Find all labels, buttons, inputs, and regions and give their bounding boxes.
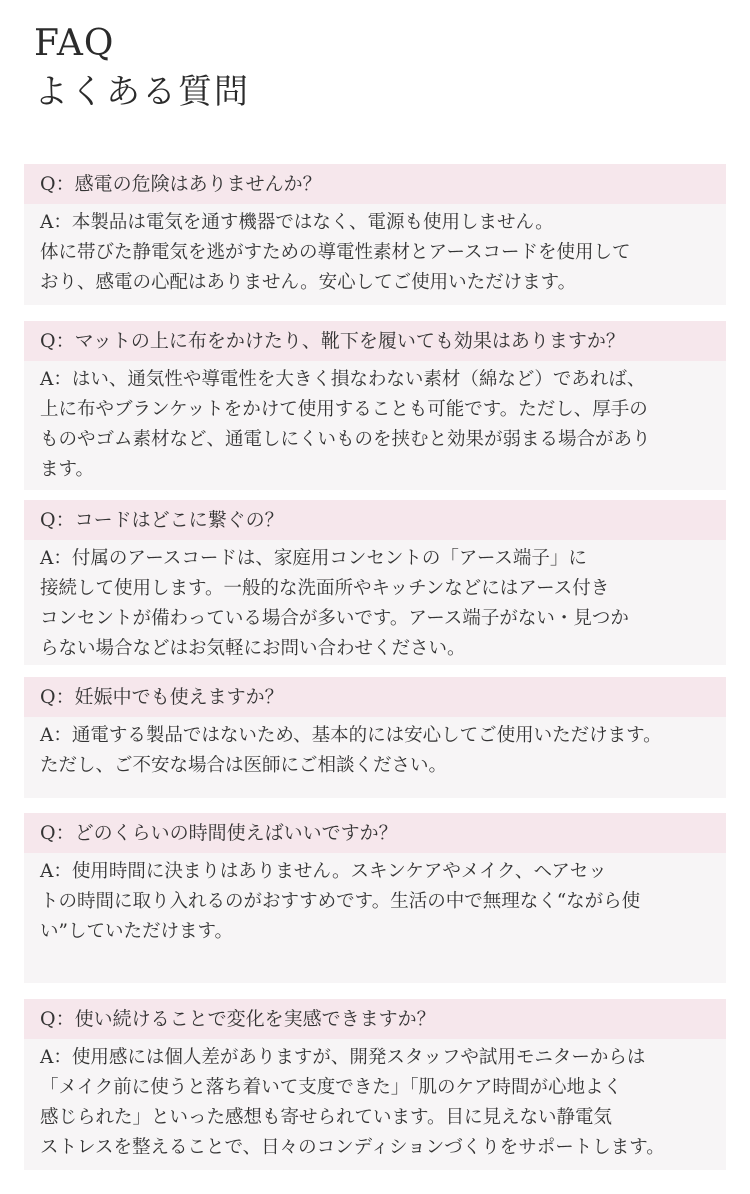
- faq-answer-line: A：通電する製品ではないため、基本的には安心してご使用いただけます。: [40, 725, 662, 746]
- faq-answer-line: ただし、ご不安な場合は医師にご相談ください。: [40, 755, 448, 776]
- faq-answer-line: A：使用感には個人差がありますが、開発スタッフや試用モニターからは: [40, 1047, 646, 1068]
- faq-answer-line: ます。: [40, 459, 95, 480]
- faq-answer: [24, 540, 726, 664]
- faq-answer-line: 感じられた」といった感想も寄せられています。目に見えない静電気: [40, 1107, 613, 1128]
- faq-answer-line: 接続して使用します。一般的な洗面所やキッチンなどにはアース付き: [40, 578, 610, 599]
- page-title-en: FAQ: [34, 23, 115, 64]
- faq-question: Q：感電の危険はありませんか？: [24, 164, 726, 204]
- faq-answer-line: A：使用時間に決まりはありません。スキンケアやメイク、ヘアセッ: [40, 861, 607, 882]
- faq-item: [24, 164, 726, 305]
- faq-answer-line: A：付属のアースコードは、家庭用コンセントの「アース端子」に: [40, 548, 587, 569]
- page-header: [34, 22, 250, 118]
- faq-answer: [24, 361, 726, 485]
- faq-question: Q：コードはどこに繋ぐの？: [24, 500, 726, 540]
- faq-question: Q：妊娠中でも使えますか？: [24, 677, 726, 717]
- faq-answer-line: い”していただけます。: [40, 921, 233, 942]
- faq-answer-line: ストレスを整えることで、日々のコンディションづくりをサポートします。: [40, 1137, 665, 1158]
- faq-answer-line: トの時間に取り入れるのがおすすめです。生活の中で無理なく“ながら使: [40, 891, 641, 912]
- faq-answer-line: らない場合などはお気軽にお問い合わせください。: [40, 638, 466, 659]
- faq-answer: [24, 1039, 726, 1163]
- faq-answer: [24, 853, 726, 947]
- faq-answer-line: A：はい、通気性や導電性を大きく損なわない素材（綿など）であれば、: [40, 369, 646, 390]
- faq-answer-line: おり、感電の心配はありません。安心してご使用いただけます。: [40, 272, 577, 293]
- faq-question: Q：マットの上に布をかけたり、靴下を履いても効果はありますか？: [24, 321, 726, 361]
- faq-item: [24, 813, 726, 983]
- faq-item: [24, 677, 726, 798]
- faq-answer-line: ものやゴム素材など、通電しにくいものを挟むと効果が弱まる場合があり: [40, 429, 651, 450]
- faq-answer-line: コンセントが備わっている場合が多いです。アース端子がない・見つか: [40, 608, 629, 629]
- faq-answer-line: 上に布やブランケットをかけて使用することも可能です。ただし、厚手の: [40, 399, 648, 420]
- faq-answer-line: 体に帯びた静電気を逃がすための導電性素材とアースコードを使用して: [40, 242, 631, 263]
- faq-answer-line: A：本製品は電気を通す機器ではなく、電源も使用しません。: [40, 212, 554, 233]
- faq-item: [24, 500, 726, 665]
- faq-question: Q：どのくらいの時間使えばいいですか？: [24, 813, 726, 853]
- faq-item: [24, 321, 726, 490]
- faq-answer-line: 「メイク前に使うと落ち着いて支度できた」「肌のケア時間が心地よく: [40, 1077, 623, 1098]
- faq-answer: [24, 204, 726, 298]
- faq-item: [24, 999, 726, 1170]
- faq-answer: [24, 717, 726, 781]
- page-title-ja: よくある質問: [34, 72, 250, 112]
- faq-question: Q：使い続けることで変化を実感できますか？: [24, 999, 726, 1039]
